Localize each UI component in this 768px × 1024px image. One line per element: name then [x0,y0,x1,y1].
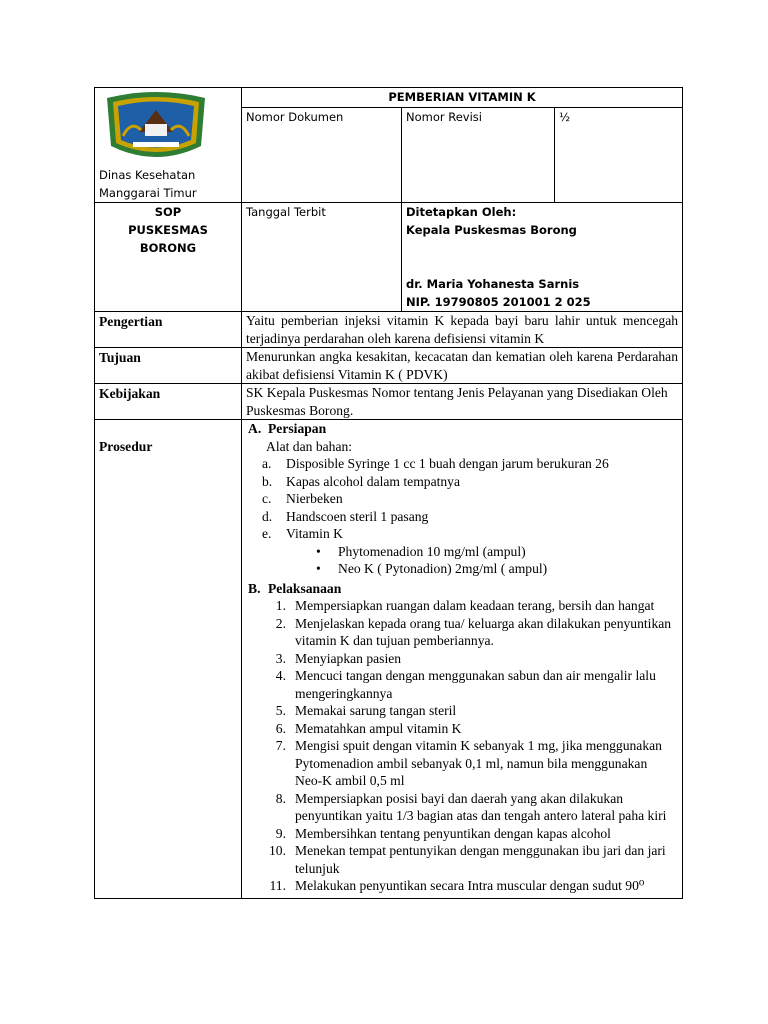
section-marker: B. [248,580,261,596]
vitamin-list [248,543,676,578]
step-item [258,877,676,895]
list-marker: 3. [275,650,286,666]
list-marker: 4. [275,668,286,683]
alat-item [262,508,676,526]
section-title: Pelaksanaan [268,580,342,596]
ditetapkan-cell [402,203,683,312]
list-marker: 8. [275,790,286,806]
list-marker: 9. [275,825,286,841]
list-marker: 2. [275,615,286,631]
ditetapkan-nip: NIP. 19790805 201001 2 025 [406,295,591,309]
kebijakan-text: SK Kepala Puskesmas Nomor tentang Jenis Pelayanan yang Disediakan Oleh Puskesmas Borong. [242,384,683,420]
prosedur-content [242,420,683,899]
step-item [258,842,676,877]
sop-table [94,87,683,899]
list-marker: b. [262,473,273,489]
list-marker: 6. [275,720,286,736]
section-persiapan [248,420,676,438]
alat-item [262,455,676,473]
vitamin-item [248,543,676,561]
list-item-text: Menjelaskan kepada orang tua/ keluarga akan dilakukan penyuntikan vitamin K dan tujuan pemberiannya. [295,615,672,648]
pengertian-text: Yaitu pemberian injeksi vitamin K kepada bayi baru lahir untuk mencegah terjadinya perdarahan oleh karena defisiensi vitamin K [242,312,683,348]
list-item-text: Mempersiapkan ruangan dalam keadaan terang, bersih dan hangat [295,598,655,613]
list-item-text: Membersihkan tentang penyuntikan dengan kapas alcohol [295,825,611,841]
agency-name-line2: Manggarai Timur [99,186,197,200]
alat-list [248,455,676,543]
list-marker: 7. [275,738,286,753]
step-item [258,615,676,650]
list-item-text: Memakai sarung tangan steril [295,703,457,718]
step-item [258,720,676,738]
alat-item [262,490,676,508]
sop-title-cell [95,203,242,312]
step-item [258,597,676,615]
list-item-text: Phytomenadion 10 mg/ml (ampul) [338,543,526,559]
list-item-text: Melakukan penyuntikan secara Intra muscular dengan sudut 90⁰ [295,878,645,893]
step-item [258,702,676,720]
list-marker: 10. [269,843,286,858]
step-item [258,825,676,843]
ditetapkan-jabatan: Kepala Puskesmas Borong [406,223,577,237]
alat-label: Alat dan bahan: [266,438,353,454]
list-marker: d. [262,508,273,524]
step-item [258,737,676,790]
list-item-text: Disposible Syringe 1 cc 1 buah dengan jarum berukuran 26 [286,456,609,471]
list-marker: • [316,561,321,576]
agency-logo-icon [101,90,211,162]
list-item-text: Kapas alcohol dalam tempatnya [286,473,461,489]
nomor-dokumen-label: Nomor Dokumen [242,108,402,203]
sop-label: SOP [154,205,182,219]
list-item-text: Mencuci tangan dengan menggunakan sabun dan air mengalir lalu mengeringkannya [295,668,656,701]
pengertian-label: Pengertian [95,312,242,348]
tujuan-label: Tujuan [95,348,242,384]
list-item-text: Mempersiapkan posisi bayi dan daerah yang akan dilakukan penyuntikan yaitu 1/3 bagian atas dan tengah antero lateral paha kiri [295,790,667,823]
list-item-text: Menyiapkan pasien [295,650,402,666]
list-item-text: Nierbeken [286,491,343,506]
document-title: PEMBERIAN VITAMIN K [242,88,683,108]
list-marker: • [316,543,321,559]
agency-cell [95,88,242,203]
ditetapkan-label: Ditetapkan Oleh: [406,205,517,219]
halaman-value: ½ [555,108,683,203]
list-item-text: Mematahkan ampul vitamin K [295,720,462,736]
ditetapkan-nama: dr. Maria Yohanesta Sarnis [406,277,580,291]
list-marker: 5. [275,703,286,718]
steps-list [248,597,676,895]
list-item-text: Vitamin K [286,526,343,541]
list-marker: c. [262,491,272,506]
tanggal-terbit-label: Tanggal Terbit [242,203,402,312]
section-marker: A. [248,421,262,436]
list-marker: 1. [275,598,286,613]
list-item-text: Mengisi spuit dengan vitamin K sebanyak 1 mg, jika menggunakan Pytomenadion ambil sebanyak 0,1 ml, namun bila menggunakan Neo-K ambil 0,5 ml [295,738,662,788]
tujuan-text: Menurunkan angka kesakitan, kecacatan dan kematian oleh karena Perdarahan akibat defisiensi Vitamin K ( PDVK) [242,348,683,384]
sop-borong-label: BORONG [139,241,197,255]
alat-item [262,473,676,491]
sop-puskesmas-label: PUSKESMAS [128,223,208,237]
agency-name-line1: Dinas Kesehatan [99,168,196,182]
step-item [258,667,676,702]
sop-document [94,87,682,899]
nomor-revisi-label: Nomor Revisi [402,108,555,203]
alat-item [262,525,676,543]
list-item-text: Menekan tempat pentunyikan dengan menggunakan ibu jari dan jari telunjuk [295,843,666,876]
section-pelaksanaan [248,580,676,598]
section-title: Persiapan [268,421,327,436]
list-marker: a. [262,456,272,471]
list-item-text: Handscoen steril 1 pasang [286,508,429,524]
step-item [258,650,676,668]
vitamin-item [248,560,676,578]
list-marker: e. [262,526,272,541]
list-marker: 11. [269,878,286,893]
list-item-text: Neo K ( Pytonadion) 2mg/ml ( ampul) [338,561,548,576]
step-item [258,790,676,825]
kebijakan-label: Kebijakan [95,384,242,420]
prosedur-label: Prosedur [95,420,242,899]
